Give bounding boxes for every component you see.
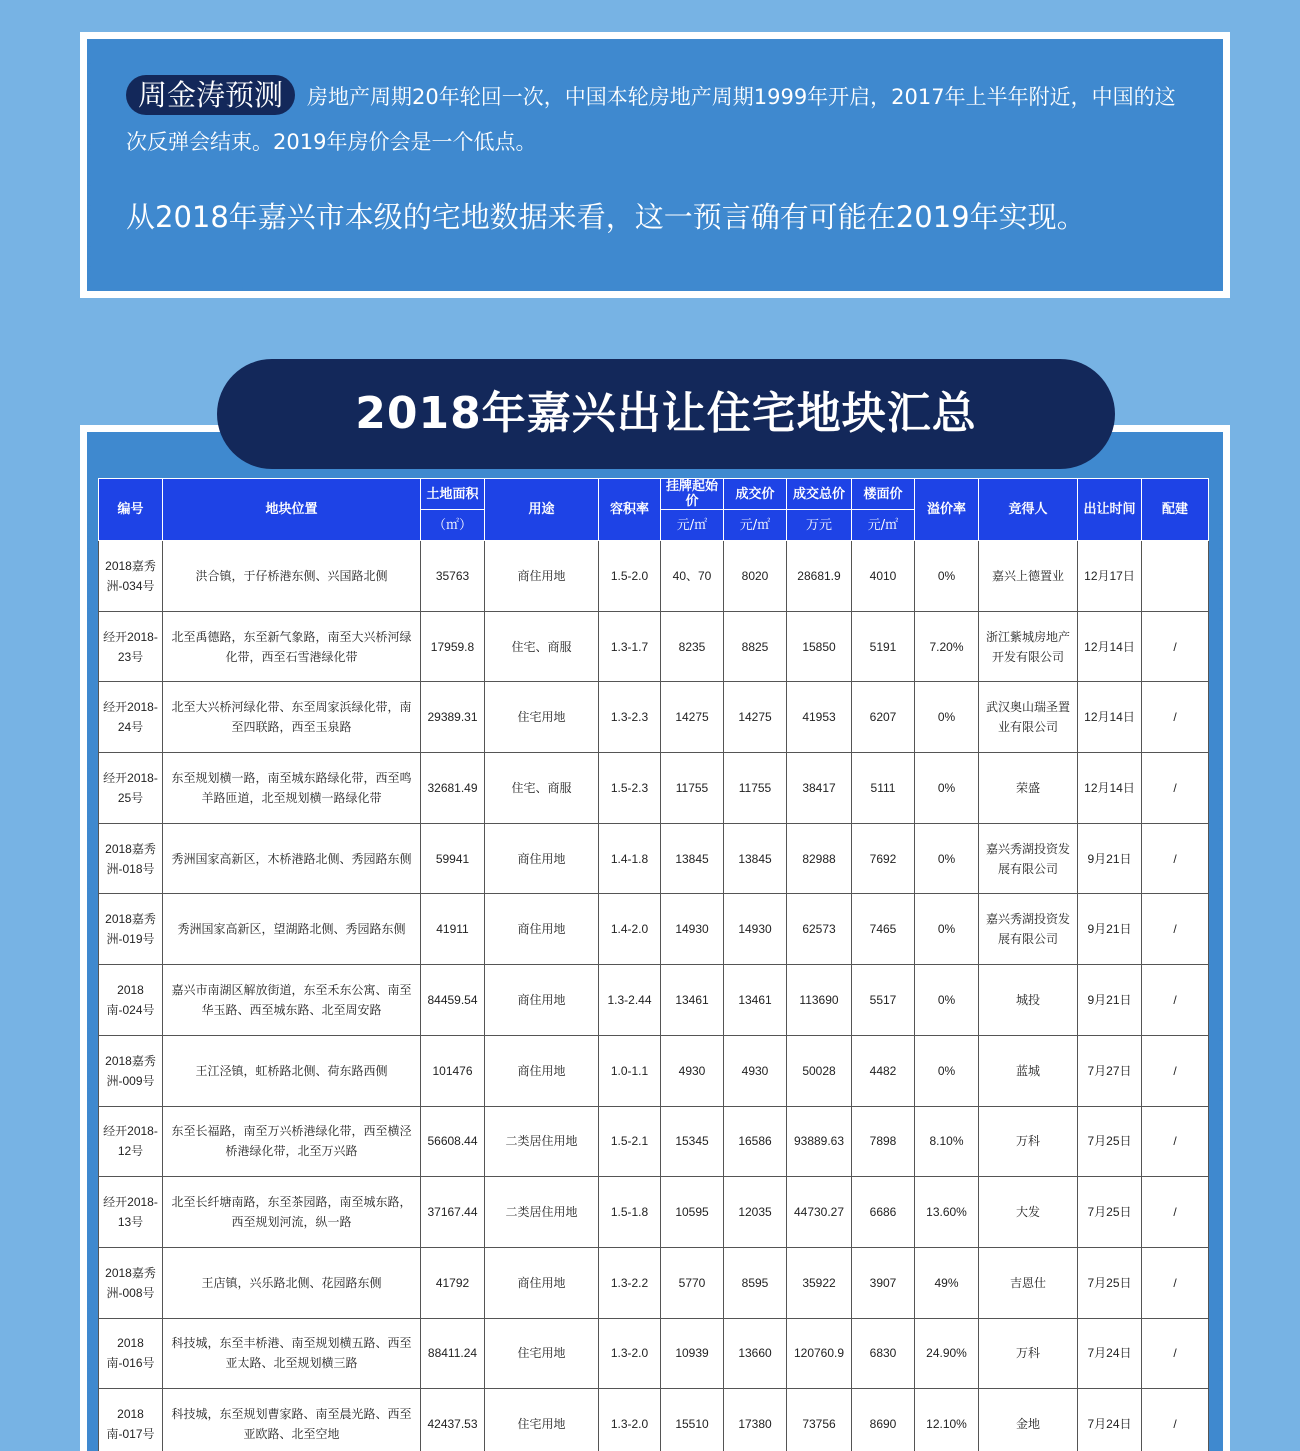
cell-extra: / bbox=[1142, 1318, 1209, 1389]
cell-total: 35922 bbox=[787, 1247, 852, 1318]
cell-extra: / bbox=[1142, 611, 1209, 682]
cell-date: 7月25日 bbox=[1078, 1106, 1142, 1177]
cell-use: 住宅、商服 bbox=[485, 611, 599, 682]
cell-area: 37167.44 bbox=[421, 1177, 485, 1248]
table-row bbox=[99, 1177, 1209, 1248]
cell-total: 44730.27 bbox=[787, 1177, 852, 1248]
cell-area: 56608.44 bbox=[421, 1106, 485, 1177]
cell-start-price: 14275 bbox=[661, 682, 724, 753]
cell-use: 商住用地 bbox=[485, 1035, 599, 1106]
cell-bidder: 金地 bbox=[979, 1389, 1078, 1451]
cell-bidder: 荣盛 bbox=[979, 753, 1078, 824]
cell-extra: / bbox=[1142, 1177, 1209, 1248]
cell-far: 1.3-2.3 bbox=[599, 682, 661, 753]
cell-total: 73756 bbox=[787, 1389, 852, 1451]
cell-area: 32681.49 bbox=[421, 753, 485, 824]
cell-premium: 0% bbox=[915, 823, 979, 894]
cell-area: 29389.31 bbox=[421, 682, 485, 753]
cell-start-price: 13845 bbox=[661, 823, 724, 894]
cell-area: 59941 bbox=[421, 823, 485, 894]
cell-location: 东至长福路，南至万兴桥港绿化带，西至横泾桥港绿化带，北至万兴路 bbox=[163, 1106, 421, 1177]
cell-id: 2018嘉秀洲-008号 bbox=[99, 1247, 163, 1318]
cell-total: 82988 bbox=[787, 823, 852, 894]
cell-id: 2018嘉秀洲-034号 bbox=[99, 541, 163, 612]
header-id: 编号 bbox=[99, 479, 163, 541]
cell-id: 2018南-016号 bbox=[99, 1318, 163, 1389]
cell-bidder: 大发 bbox=[979, 1177, 1078, 1248]
cell-id: 2018嘉秀洲-019号 bbox=[99, 894, 163, 965]
cell-total: 50028 bbox=[787, 1035, 852, 1106]
intro-badge: 周金涛预测 bbox=[126, 75, 295, 115]
cell-start-price: 10595 bbox=[661, 1177, 724, 1248]
cell-use: 住宅用地 bbox=[485, 1318, 599, 1389]
header-floor-price-unit: 元/㎡ bbox=[852, 510, 915, 541]
land-table bbox=[98, 478, 1209, 1451]
intro-text: 房地产周期20年轮回一次，中国本轮房地产周期1999年开启，2017年上半年附近，中国的这次反弹会结束。2019年房价会是一个低点。 bbox=[126, 85, 1176, 154]
cell-date: 12月14日 bbox=[1078, 753, 1142, 824]
cell-deal-price: 13461 bbox=[724, 965, 787, 1036]
cell-extra: / bbox=[1142, 1106, 1209, 1177]
cell-use: 商住用地 bbox=[485, 965, 599, 1036]
cell-start-price: 4930 bbox=[661, 1035, 724, 1106]
cell-location: 王江泾镇，虹桥路北侧、荷东路西侧 bbox=[163, 1035, 421, 1106]
cell-area: 17959.8 bbox=[421, 611, 485, 682]
cell-location: 东至规划横一路，南至城东路绿化带，西至鸣羊路匝道，北至规划横一路绿化带 bbox=[163, 753, 421, 824]
cell-bidder: 嘉兴秀湖投资发展有限公司 bbox=[979, 823, 1078, 894]
cell-id: 经开2018-24号 bbox=[99, 682, 163, 753]
cell-id: 经开2018-23号 bbox=[99, 611, 163, 682]
header-extra: 配建 bbox=[1142, 479, 1209, 541]
cell-floor-price: 4482 bbox=[852, 1035, 915, 1106]
cell-location: 洪合镇，于仔桥港东侧、兴国路北侧 bbox=[163, 541, 421, 612]
cell-far: 1.5-1.8 bbox=[599, 1177, 661, 1248]
cell-floor-price: 5517 bbox=[852, 965, 915, 1036]
cell-location: 北至禹德路，东至新气象路，南至大兴桥河绿化带，西至石雪港绿化带 bbox=[163, 611, 421, 682]
cell-deal-price: 17380 bbox=[724, 1389, 787, 1451]
cell-extra: / bbox=[1142, 1035, 1209, 1106]
cell-premium: 0% bbox=[915, 1035, 979, 1106]
cell-bidder: 万科 bbox=[979, 1318, 1078, 1389]
cell-start-price: 15345 bbox=[661, 1106, 724, 1177]
cell-deal-price: 14275 bbox=[724, 682, 787, 753]
cell-far: 1.3-1.7 bbox=[599, 611, 661, 682]
cell-start-price: 10939 bbox=[661, 1318, 724, 1389]
cell-extra: / bbox=[1142, 823, 1209, 894]
table-row bbox=[99, 965, 1209, 1036]
cell-deal-price: 12035 bbox=[724, 1177, 787, 1248]
cell-bidder: 城投 bbox=[979, 965, 1078, 1036]
cell-area: 88411.24 bbox=[421, 1318, 485, 1389]
table-row bbox=[99, 894, 1209, 965]
cell-extra: / bbox=[1142, 965, 1209, 1036]
cell-premium: 49% bbox=[915, 1247, 979, 1318]
cell-floor-price: 7692 bbox=[852, 823, 915, 894]
cell-date: 9月21日 bbox=[1078, 965, 1142, 1036]
cell-id: 经开2018-13号 bbox=[99, 1177, 163, 1248]
cell-bidder: 万科 bbox=[979, 1106, 1078, 1177]
cell-use: 住宅、商服 bbox=[485, 753, 599, 824]
cell-date: 12月14日 bbox=[1078, 611, 1142, 682]
cell-start-price: 8235 bbox=[661, 611, 724, 682]
cell-area: 41792 bbox=[421, 1247, 485, 1318]
cell-use: 二类居住用地 bbox=[485, 1106, 599, 1177]
table-body bbox=[99, 541, 1209, 1451]
cell-use: 商住用地 bbox=[485, 541, 599, 612]
header-start-price-unit: 元/㎡ bbox=[661, 510, 724, 541]
cell-extra: / bbox=[1142, 1247, 1209, 1318]
cell-total: 15850 bbox=[787, 611, 852, 682]
cell-deal-price: 4930 bbox=[724, 1035, 787, 1106]
cell-deal-price: 8020 bbox=[724, 541, 787, 612]
cell-premium: 0% bbox=[915, 541, 979, 612]
cell-total: 62573 bbox=[787, 894, 852, 965]
cell-bidder: 嘉兴秀湖投资发展有限公司 bbox=[979, 894, 1078, 965]
cell-premium: 8.10% bbox=[915, 1106, 979, 1177]
cell-use: 商住用地 bbox=[485, 1247, 599, 1318]
cell-floor-price: 4010 bbox=[852, 541, 915, 612]
cell-area: 41911 bbox=[421, 894, 485, 965]
cell-date: 7月27日 bbox=[1078, 1035, 1142, 1106]
header-start-price: 挂牌起始价 bbox=[661, 479, 724, 510]
cell-floor-price: 5191 bbox=[852, 611, 915, 682]
cell-location: 秀洲国家高新区，木桥港路北侧、秀园路东侧 bbox=[163, 823, 421, 894]
cell-id: 经开2018-25号 bbox=[99, 753, 163, 824]
table-row bbox=[99, 682, 1209, 753]
header-bidder: 竞得人 bbox=[979, 479, 1078, 541]
cell-use: 商住用地 bbox=[485, 823, 599, 894]
cell-use: 住宅用地 bbox=[485, 1389, 599, 1451]
cell-far: 1.4-2.0 bbox=[599, 894, 661, 965]
cell-location: 嘉兴市南湖区解放街道，东至禾东公寓、南至华玉路、西至城东路、北至周安路 bbox=[163, 965, 421, 1036]
cell-total: 38417 bbox=[787, 753, 852, 824]
table-row bbox=[99, 1247, 1209, 1318]
intro-paragraph bbox=[126, 75, 1186, 165]
header-far: 容积率 bbox=[599, 479, 661, 541]
cell-location: 北至长纤塘南路，东至茶园路，南至城东路，西至规划河流，纵一路 bbox=[163, 1177, 421, 1248]
cell-start-price: 13461 bbox=[661, 965, 724, 1036]
cell-extra: / bbox=[1142, 682, 1209, 753]
cell-start-price: 14930 bbox=[661, 894, 724, 965]
cell-floor-price: 8690 bbox=[852, 1389, 915, 1451]
cell-date: 7月25日 bbox=[1078, 1177, 1142, 1248]
header-premium: 溢价率 bbox=[915, 479, 979, 541]
cell-id: 2018嘉秀洲-009号 bbox=[99, 1035, 163, 1106]
cell-date: 9月21日 bbox=[1078, 823, 1142, 894]
cell-use: 住宅用地 bbox=[485, 682, 599, 753]
header-total: 成交总价 bbox=[787, 479, 852, 510]
header-deal-price: 成交价 bbox=[724, 479, 787, 510]
table-row bbox=[99, 1318, 1209, 1389]
cell-date: 9月21日 bbox=[1078, 894, 1142, 965]
cell-far: 1.4-1.8 bbox=[599, 823, 661, 894]
cell-total: 93889.63 bbox=[787, 1106, 852, 1177]
cell-floor-price: 6830 bbox=[852, 1318, 915, 1389]
cell-total: 41953 bbox=[787, 682, 852, 753]
cell-bidder: 武汉奥山瑞圣置业有限公司 bbox=[979, 682, 1078, 753]
cell-far: 1.3-2.44 bbox=[599, 965, 661, 1036]
cell-use: 二类居住用地 bbox=[485, 1177, 599, 1248]
cell-far: 1.5-2.3 bbox=[599, 753, 661, 824]
cell-id: 2018南-017号 bbox=[99, 1389, 163, 1451]
cell-premium: 12.10% bbox=[915, 1389, 979, 1451]
cell-extra bbox=[1142, 541, 1209, 612]
cell-area: 101476 bbox=[421, 1035, 485, 1106]
cell-location: 秀洲国家高新区，望湖路北侧、秀园路东侧 bbox=[163, 894, 421, 965]
cell-id: 经开2018-12号 bbox=[99, 1106, 163, 1177]
cell-total: 28681.9 bbox=[787, 541, 852, 612]
cell-deal-price: 14930 bbox=[724, 894, 787, 965]
cell-deal-price: 8825 bbox=[724, 611, 787, 682]
cell-far: 1.5-2.0 bbox=[599, 541, 661, 612]
cell-area: 35763 bbox=[421, 541, 485, 612]
table-row bbox=[99, 611, 1209, 682]
cell-far: 1.3-2.2 bbox=[599, 1247, 661, 1318]
table-row bbox=[99, 1106, 1209, 1177]
cell-id: 2018嘉秀洲-018号 bbox=[99, 823, 163, 894]
cell-premium: 24.90% bbox=[915, 1318, 979, 1389]
cell-start-price: 40、70 bbox=[661, 541, 724, 612]
cell-location: 科技城，东至丰桥港、南至规划横五路、西至亚太路、北至规划横三路 bbox=[163, 1318, 421, 1389]
header-use: 用途 bbox=[485, 479, 599, 541]
cell-deal-price: 13660 bbox=[724, 1318, 787, 1389]
cell-floor-price: 6686 bbox=[852, 1177, 915, 1248]
table-row bbox=[99, 823, 1209, 894]
header-area-unit: （㎡） bbox=[421, 510, 485, 541]
table-row bbox=[99, 541, 1209, 612]
cell-date: 7月24日 bbox=[1078, 1389, 1142, 1451]
cell-id: 2018南-024号 bbox=[99, 965, 163, 1036]
cell-floor-price: 6207 bbox=[852, 682, 915, 753]
header-deal-price-unit: 元/㎡ bbox=[724, 510, 787, 541]
cell-extra: / bbox=[1142, 894, 1209, 965]
cell-far: 1.0-1.1 bbox=[599, 1035, 661, 1106]
cell-premium: 13.60% bbox=[915, 1177, 979, 1248]
cell-bidder: 吉恩仕 bbox=[979, 1247, 1078, 1318]
cell-far: 1.3-2.0 bbox=[599, 1318, 661, 1389]
cell-extra: / bbox=[1142, 753, 1209, 824]
cell-bidder: 蓝城 bbox=[979, 1035, 1078, 1106]
cell-floor-price: 3907 bbox=[852, 1247, 915, 1318]
cell-extra: / bbox=[1142, 1389, 1209, 1451]
cell-floor-price: 5111 bbox=[852, 753, 915, 824]
cell-deal-price: 8595 bbox=[724, 1247, 787, 1318]
cell-floor-price: 7898 bbox=[852, 1106, 915, 1177]
cell-premium: 7.20% bbox=[915, 611, 979, 682]
cell-use: 商住用地 bbox=[485, 894, 599, 965]
cell-far: 1.5-2.1 bbox=[599, 1106, 661, 1177]
intro-conclusion: 从2018年嘉兴市本级的宅地数据来看，这一预言确有可能在2019年实现。 bbox=[126, 200, 1086, 234]
header-location: 地块位置 bbox=[163, 479, 421, 541]
header-total-unit: 万元 bbox=[787, 510, 852, 541]
cell-area: 84459.54 bbox=[421, 965, 485, 1036]
cell-deal-price: 13845 bbox=[724, 823, 787, 894]
cell-date: 12月14日 bbox=[1078, 682, 1142, 753]
cell-bidder: 浙江紫城房地产开发有限公司 bbox=[979, 611, 1078, 682]
cell-date: 7月24日 bbox=[1078, 1318, 1142, 1389]
intro-panel bbox=[80, 32, 1230, 298]
cell-area: 42437.53 bbox=[421, 1389, 485, 1451]
cell-start-price: 15510 bbox=[661, 1389, 724, 1451]
cell-deal-price: 16586 bbox=[724, 1106, 787, 1177]
header-area: 土地面积 bbox=[421, 479, 485, 510]
table-row bbox=[99, 1035, 1209, 1106]
cell-deal-price: 11755 bbox=[724, 753, 787, 824]
cell-location: 北至大兴桥河绿化带、东至周家浜绿化带，南至四联路，西至玉泉路 bbox=[163, 682, 421, 753]
table-row bbox=[99, 753, 1209, 824]
cell-bidder: 嘉兴上德置业 bbox=[979, 541, 1078, 612]
cell-start-price: 5770 bbox=[661, 1247, 724, 1318]
cell-total: 113690 bbox=[787, 965, 852, 1036]
cell-location: 科技城，东至规划曹家路、南至晨光路、西至亚欧路、北至空地 bbox=[163, 1389, 421, 1451]
cell-date: 7月25日 bbox=[1078, 1247, 1142, 1318]
cell-total: 120760.9 bbox=[787, 1318, 852, 1389]
cell-floor-price: 7465 bbox=[852, 894, 915, 965]
cell-start-price: 11755 bbox=[661, 753, 724, 824]
table-header bbox=[99, 479, 1209, 541]
cell-location: 王店镇，兴乐路北侧、花园路东侧 bbox=[163, 1247, 421, 1318]
cell-premium: 0% bbox=[915, 965, 979, 1036]
cell-date: 12月17日 bbox=[1078, 541, 1142, 612]
table-title: 2018年嘉兴出让住宅地块汇总 bbox=[217, 359, 1115, 469]
cell-premium: 0% bbox=[915, 682, 979, 753]
cell-premium: 0% bbox=[915, 753, 979, 824]
header-date: 出让时间 bbox=[1078, 479, 1142, 541]
table-row bbox=[99, 1389, 1209, 1451]
header-floor-price: 楼面价 bbox=[852, 479, 915, 510]
cell-far: 1.3-2.0 bbox=[599, 1389, 661, 1451]
cell-premium: 0% bbox=[915, 894, 979, 965]
